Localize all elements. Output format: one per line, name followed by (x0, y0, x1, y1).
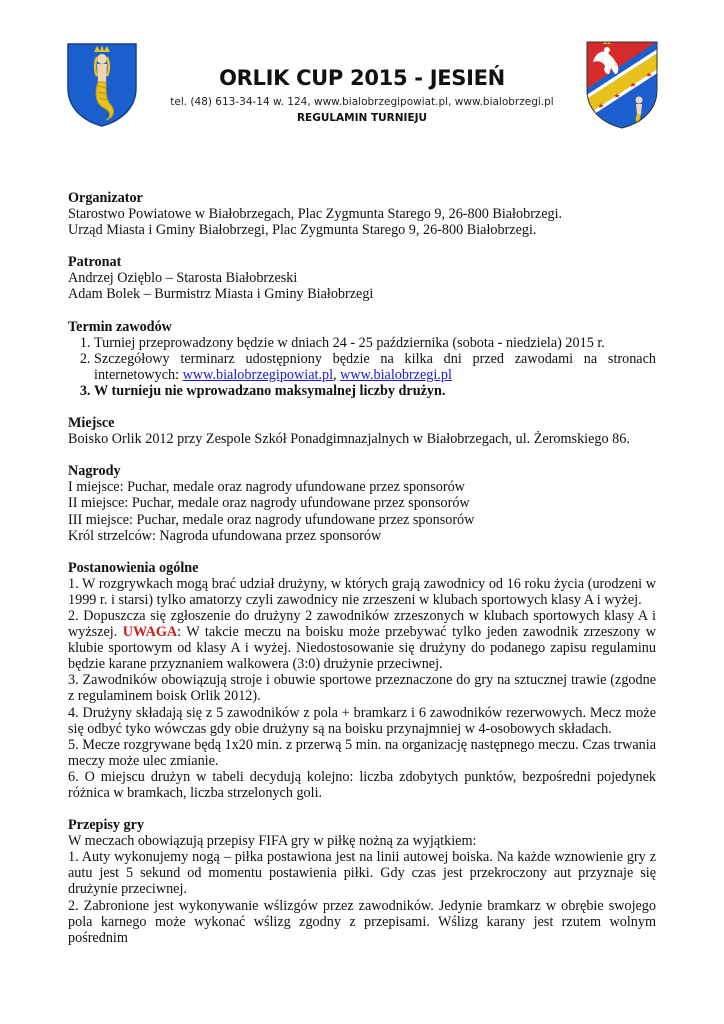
section-postanowienia (68, 560, 656, 801)
rule-paragraph: W meczach obowiązują przepisy FIFA gry w piłkę nożną za wyjątkiem: (68, 833, 477, 850)
prize-line: II miejsce: Puchar, medale oraz nagrody ufundowane przez sponsorów (68, 495, 470, 512)
list-item-text: Szczegółowy terminarz udostępniony będzie na kilka dni przed zawodami na stronach internetowych: (94, 350, 656, 383)
section-heading: Patronat (68, 254, 122, 271)
rule-paragraph: 6. O miejscu drużyn w tabeli decydują kolejno: liczba zdobytych punktów, bezpośredni pojedynek różnica w bramkach, liczba strzelonych goli. (68, 768, 656, 801)
rule-paragraph: 1. Auty wykonujemy nogą – piłka postawiona jest na linii autowej boiska. Na każde wznowienie gry z autu jest 5 sekund od momentu postawienia piłki. Gdy czas jest przekroczony aut przyznaje się drużynie przeciwnej. (68, 849, 656, 898)
section-heading: Postanowienia ogólne (68, 559, 199, 576)
section-organizator (68, 190, 656, 238)
prize-line: I miejsce: Puchar, medale oraz nagrody ufundowane przez sponsorów (68, 479, 465, 496)
bialobrzegi-county-crest-icon (585, 40, 659, 130)
bialobrzegi-town-crest-icon (66, 42, 138, 128)
list-item-text: W turnieju nie wprowadzano maksymalnej liczby drużyn. (94, 382, 446, 399)
patron-line: Adam Bolek – Burmistrz Miasta i Gminy Białobrzegi (68, 286, 374, 303)
list-item (94, 335, 656, 351)
list-item-text: Turniej przeprowadzony będzie w dniach 24 - 25 października (sobota - niedziela) 2015 r. (94, 334, 605, 351)
patron-line: Andrzej Ozięblo – Starosta Białobrzeski (68, 270, 298, 287)
rule-paragraph: 5. Mecze rozgrywane będą 1x20 min. z przerwą 5 min. na organizację następnego meczu. Czas trwania meczy może ulec zmianie. (68, 736, 656, 769)
venue-text: Boisko Orlik 2012 przy Zespole Szkół Ponadgimnazjalnych w Białobrzegach, ul. Żeromskiego 86. (68, 431, 630, 448)
section-termin (68, 319, 656, 399)
rule-paragraph: 3. Zawodników obowiązują stroje i obuwie sportowe przeznaczone do gry na sztucznej trawie (zgodne z regulaminem boisk Orlik 2012). (68, 672, 656, 705)
warning-label: UWAGA (122, 624, 178, 641)
rule-paragraph: 4. Drużyny składają się z 5 zawodników z pola + bramkarz i 6 zawodników rezerwowych. Mecz może się odbyć tyko wówczas gdy obie drużyny są na boisku przynajmniej w 4-osobowych składach. (68, 704, 656, 737)
rule-paragraph: 1. W rozgrywkach mogą brać udział drużyny, w których grają zawodnicy od 16 roku życia (urodzeni w 1999 r. i starsi) tylko amatorzy czyli zawodnicy nie zrzeszeni w klubach sportowych klasy A i wyżej. (68, 575, 656, 608)
link-separator: , (333, 366, 341, 383)
regulations-body (68, 190, 656, 962)
section-heading: Termin zawodów (68, 318, 172, 335)
section-przepisy (68, 817, 656, 946)
rule-paragraph: 2. Zabronione jest wykonywanie wślizgów przez zawodników. Jedynie bramkarz w obrębie swojego pola karnego może wykonać wślizg zgodny z przepisami. Wślizg karany jest rzutem wolnym pośrednim (68, 897, 656, 946)
section-heading: Przepisy gry (68, 817, 145, 834)
prize-line: Król strzelców: Nagroda ufundowana przez sponsorów (68, 527, 382, 544)
link-bialobrzegi[interactable]: www.bialobrzegi.pl (340, 366, 452, 383)
prize-line: III miejsce: Puchar, medale oraz nagrody ufundowane przez sponsorów (68, 511, 475, 528)
section-nagrody (68, 463, 656, 543)
organizer-line: Urząd Miasta i Gminy Białobrzegi, Plac Zygmunta Starego 9, 26-800 Białobrzegi. (68, 222, 537, 239)
contact-line: tel. (48) 613-34-14 w. 124, www.bialobrzegipowiat.pl, www.bialobrzegi.pl (170, 96, 554, 108)
section-heading: Nagrody (68, 463, 121, 480)
link-bialobrzegipowiat[interactable]: www.bialobrzegipowiat.pl (182, 366, 334, 383)
section-heading: Miejsce (68, 415, 115, 432)
list-item (94, 383, 656, 399)
termin-list (68, 335, 656, 399)
section-miejsce (68, 415, 656, 447)
rule-paragraph (68, 608, 656, 672)
rule-text: : W takcie meczu na boisku może przebywać tylko jeden zawodnik zrzeszony w klubie sportowym od klasy A i wyżej. Niedostosowanie się drużyny do podanego zapisu regulaminu będzie karane przyznaniem walkowera (3:0) drużynie przeciwnej. (68, 624, 657, 673)
document-subtitle: REGULAMIN TURNIEJU (296, 112, 428, 124)
section-patronat (68, 254, 656, 302)
list-item (94, 351, 656, 383)
rule-text: 2. Dopuszcza się zgłoszenie do drużyny 2 zawodników zrzeszonych w klubach sportowych klasy A i wyższej. (68, 607, 656, 641)
section-heading: Organizator (68, 190, 143, 206)
document-title: ORLIK CUP 2015 - JESIEŃ (219, 66, 505, 90)
organizer-line: Starostwo Powiatowe w Białobrzegach, Plac Zygmunta Starego 9, 26-800 Białobrzegi. (68, 206, 563, 223)
